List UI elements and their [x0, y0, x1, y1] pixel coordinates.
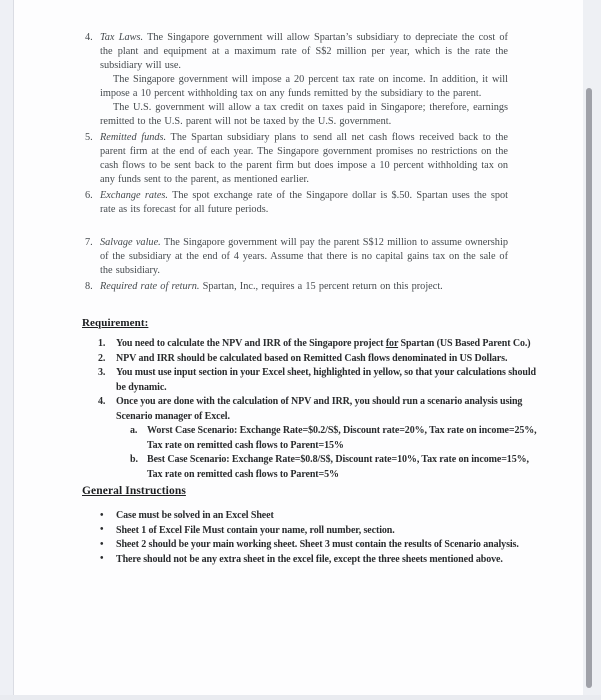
item-number: 5.: [85, 132, 93, 143]
item-text: NPV and IRR should be calculated based on Remitted Cash flows denominated in US Dollars.: [116, 352, 508, 364]
bullet-item-sheet2-sheet3: [100, 538, 544, 553]
scrollbar-thumb[interactable]: [586, 88, 592, 688]
requirement-item-4: [98, 395, 544, 424]
item-number: 6.: [85, 190, 93, 201]
item-lead-italic: Exchange rates.: [100, 190, 169, 201]
bullet-text: Case must be solved in an Excel Sheet: [116, 510, 274, 521]
document-page: [14, 0, 583, 695]
list-item-required-rate: [85, 280, 508, 294]
requirement-item-2: [98, 352, 544, 367]
item-text: Worst Case Scenario: Exchange Rate=$0.2/S$, Discount rate=20%, Tax rate on income=25%, Tax rate on remitted cash flows to Parent=15%: [147, 425, 537, 451]
list-item-salvage-value: [85, 236, 508, 278]
item-text: Best Case Scenario: Exchange Rate=$0.8/S$, Discount rate=10%, Tax rate on income=15%, Tax rate on remitted cash flows to Parent=5%: [147, 454, 529, 480]
item-lead-italic: Remitted funds.: [100, 132, 167, 143]
item-number: 8.: [85, 281, 93, 292]
item-text: The Spartan subsidiary plans to send all net cash flows received back to the parent firm at the end of each year. The Singapore government promises no restrictions on the cash flows to be sent back to the parent firm but does impose a 10 percent withholding tax on any funds sent to the parent, as mentioned earlier.: [100, 132, 508, 185]
item-text: Once you are done with the calculation of NPV and IRR, you should run a scenario analysis using Scenario manager of Excel.: [116, 396, 523, 422]
list-item-tax-laws: [85, 31, 508, 129]
bullet-text: Sheet 1 of Excel File Must contain your name, roll number, section.: [116, 524, 395, 536]
item-text: The Singapore government will pay the parent S$12 million to assume ownership of the subsidiary at the end of 4 years. Assume that there is no capital gains tax on the sale of the subsidiary.: [100, 237, 508, 276]
scenario-worst-case: [130, 424, 544, 453]
scenario-best-case: [130, 453, 544, 482]
item-lead-italic: Required rate of return.: [100, 281, 200, 292]
item-paragraph: The U.S. government will allow a tax credit on taxes paid in Singapore; therefore, earnings remitted to the U.S. parent will not be taxed by the U.S. government.: [100, 102, 508, 127]
bullet-icon: •: [100, 553, 104, 564]
item-number: 7.: [85, 237, 93, 248]
item-text: The Singapore government will allow Spartan’s subsidiary to depreciate the cost of the plant and equipment at a maximum rate of S$2 million per year, which is the rate the subsidiary will use.: [100, 32, 508, 71]
item-text: Spartan (US Based Parent Co.): [398, 338, 531, 349]
item-number: 4.: [98, 396, 106, 407]
emphasized-word: for: [385, 338, 399, 349]
requirement-heading: Requirement:: [82, 317, 149, 329]
item-text: The spot exchange rate of the Singapore dollar is $.50. Spartan uses the spot rate as its forecast for all future periods.: [100, 190, 509, 215]
vertical-scrollbar[interactable]: [583, 0, 601, 700]
list-item-exchange-rates: [85, 189, 509, 217]
bullet-icon: •: [100, 524, 104, 535]
requirement-numbered-list: [14, 337, 583, 482]
requirement-item-1: [98, 337, 544, 352]
item-number: 2.: [98, 352, 106, 364]
bullet-icon: •: [100, 509, 104, 521]
item-number: 4.: [85, 32, 93, 43]
item-text: You must use input section in your Excel sheet, highlighted in yellow, so that your calculations should be dynamic.: [116, 367, 536, 393]
item-number: 3.: [98, 367, 106, 378]
item-text: Spartan, Inc., requires a 15 percent return on this project.: [202, 281, 443, 292]
textbook-numbered-list: [14, 31, 583, 294]
item-lead-italic: Salvage value.: [100, 237, 161, 248]
item-number: 1.: [98, 338, 106, 349]
bullet-text: Sheet 2 should be your main working sheet. Sheet 3 must contain the results of Scenario analysis.: [116, 539, 519, 550]
requirement-item-3: [98, 366, 544, 395]
left-page-gutter: [0, 0, 14, 700]
page-content: [14, 0, 583, 567]
item-letter: b.: [130, 454, 138, 465]
bullet-item-sheet1: [100, 524, 544, 539]
item-paragraph: The Singapore government will impose a 20 percent tax rate on income. In addition, it will impose a 10 percent withholding tax on any funds remitted by the subsidiary to the parent.: [100, 74, 508, 99]
item-letter: a.: [130, 425, 138, 436]
bullet-item-no-extra-sheets: [100, 553, 544, 568]
bullet-icon: •: [100, 538, 104, 550]
item-lead-italic: Tax Laws.: [100, 32, 144, 43]
page-bottom-edge: [0, 695, 601, 700]
list-item-remitted-funds: [85, 131, 508, 187]
item-text: You need to calculate the NPV and IRR of the Singapore project: [116, 338, 386, 349]
bullet-item-excel-sheet: [100, 509, 544, 524]
general-instructions-heading: General Instructions: [82, 485, 186, 497]
general-instructions-bullet-list: [14, 509, 583, 567]
bullet-text: There should not be any extra sheet in the excel file, except the three sheets mentioned above.: [116, 553, 503, 565]
